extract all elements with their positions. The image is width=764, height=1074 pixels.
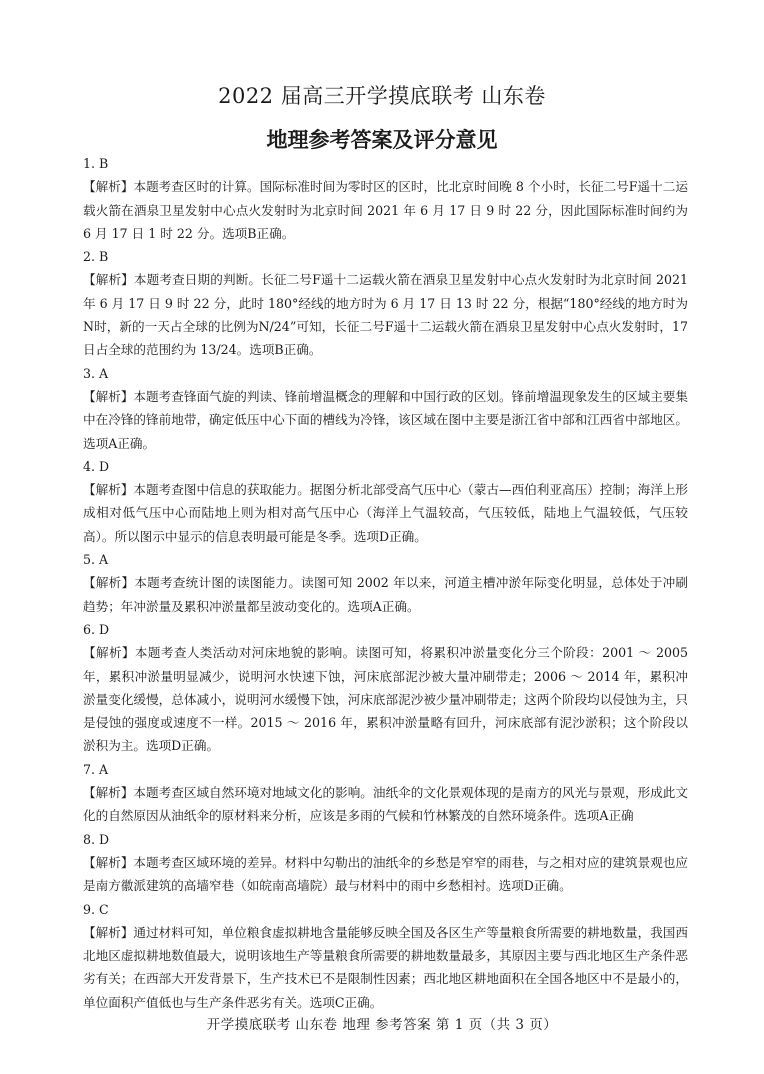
question-number: 7. A bbox=[83, 761, 109, 777]
answer-item-3 bbox=[83, 362, 688, 455]
question-analysis: 【解析】本题考查图中信息的获取能力。据图分析北部受高气压中心（蒙古—西伯利亚高压）控制；海洋上形成相对低气压中心而陆地上则为相对高气压中心（海洋上气温较高，气压较低，陆地上气温较低，气压较高）。所以图示中显示的信息表明最可能是冬季。选项D正确。 bbox=[83, 482, 688, 544]
question-analysis: 【解析】本题考查人类活动对河床地貌的影响。读图可知，将累积冲淤量变化分三个阶段：2001 ～ 2005 年，累积冲淤量明显减少，说明河水快速下蚀，河床底部泥沙被大量冲刷带走；2006 ～ 2014 年，累积冲淤量变化缓慢，总体减小，说明河水缓慢下蚀，河床底部泥沙被少量冲刷带走；这两个阶段均以侵蚀为主，只是侵蚀的强度或速度不一样。2015 ～ 2016 年，累积冲淤量略有回升，河床底部有泥沙淤积；这个阶段以淤积为主。选项D正确。 bbox=[83, 645, 688, 754]
question-analysis: 【解析】本题考查区时的计算。国际标准时间为零时区的区时，比北京时间晚 8 个小时，长征二号F遥十二运载火箭在酒泉卫星发射中心点火发射时为北京时间 2021 年 6 月 17 日 9 时 22 分，因此国际标准时间约为 6 月 17 日 1 时 22 分。选项B正确。 bbox=[83, 179, 688, 241]
question-number: 1. B bbox=[83, 156, 109, 171]
answer-item-8 bbox=[83, 828, 688, 898]
answer-list bbox=[83, 152, 688, 1014]
answer-item-4 bbox=[83, 455, 688, 548]
answer-item-2 bbox=[83, 245, 688, 361]
question-number: 3. A bbox=[83, 365, 109, 381]
answer-item-1 bbox=[83, 152, 688, 245]
question-number: 2. B bbox=[83, 249, 109, 265]
answer-item-6 bbox=[83, 618, 688, 758]
question-number: 9. C bbox=[83, 901, 109, 917]
question-analysis: 【解析】本题考查区域自然环境对地域文化的影响。油纸伞的文化景观体现的是南方的风光与景观，形成此文化的自然原因从油纸伞的原材料来分析，应该是多雨的气候和竹林繁茂的自然环境条件。选项A正确 bbox=[83, 785, 688, 824]
question-analysis: 【解析】通过材料可知，单位粮食虚拟耕地含量能够反映全国及各区生产等量粮食所需要的耕地数量，我国西北地区虚拟耕地数值最大，说明该地生产等量粮食所需要的耕地数量最多，其原因主要与西北地区生产条件恶劣有关；在西部大开发背景下，生产技术已不是限制性因素；西北地区耕地面积在全国各地区中不是最小的，单位面积产值低也与生产条件恶劣有关。选项C正确。 bbox=[83, 924, 688, 1010]
answer-item-9 bbox=[83, 898, 688, 1014]
question-number: 5. A bbox=[83, 552, 109, 568]
exam-title: 2022 届高三开学摸底联考 山东卷 bbox=[218, 84, 546, 108]
question-number: 4. D bbox=[83, 458, 110, 474]
question-analysis: 【解析】本题考查统计图的读图能力。读图可知 2002 年以来，河道主槽冲淤年际变化明显，总体处于冲刷趋势；年冲淤量及累积冲淤量都呈波动变化的。选项A正确。 bbox=[83, 575, 688, 614]
answer-item-7 bbox=[83, 758, 688, 828]
answer-item-5 bbox=[83, 548, 688, 618]
question-number: 6. D bbox=[83, 621, 110, 637]
page-footer: 开学摸底联考 山东卷 地理 参考答案 第 1 页（共 3 页） bbox=[206, 1017, 558, 1033]
question-analysis: 【解析】本题考查锋面气旋的判读、锋前增温概念的理解和中国行政的区划。锋前增温现象发生的区域主要集中在冷锋的锋前地带，确定低压中心下面的槽线为冷锋，该区域在图中主要是浙江省中部和江西省中部地区。选项A正确。 bbox=[83, 388, 688, 451]
answer-key-subtitle: 地理参考答案及评分意见 bbox=[266, 128, 498, 152]
question-number: 8. D bbox=[83, 831, 110, 847]
question-analysis: 【解析】本题考查日期的判断。长征二号F遥十二运载火箭在酒泉卫星发射中心点火发射时为北京时间 2021 年 6 月 17 日 9 时 22 分，此时 180°经线的地方时为 6 月 17 日 13 时 22 分，根据“180°经线的地方时为N时，新的一天占全球的比例为N/24”可知，长征二号F遥十二运载火箭在酒泉卫星发射中心点火发射时，17 日占全球的范围约为 13/24。选项B正确。 bbox=[83, 272, 688, 358]
question-analysis: 【解析】本题考查区域环境的差异。材料中勾勒出的油纸伞的乡愁是窄窄的雨巷，与之相对应的建筑景观也应是南方徽派建筑的高墙窄巷（如皖南高墙院）最与材料中的雨中乡愁相衬。选项D正确。 bbox=[83, 854, 688, 894]
